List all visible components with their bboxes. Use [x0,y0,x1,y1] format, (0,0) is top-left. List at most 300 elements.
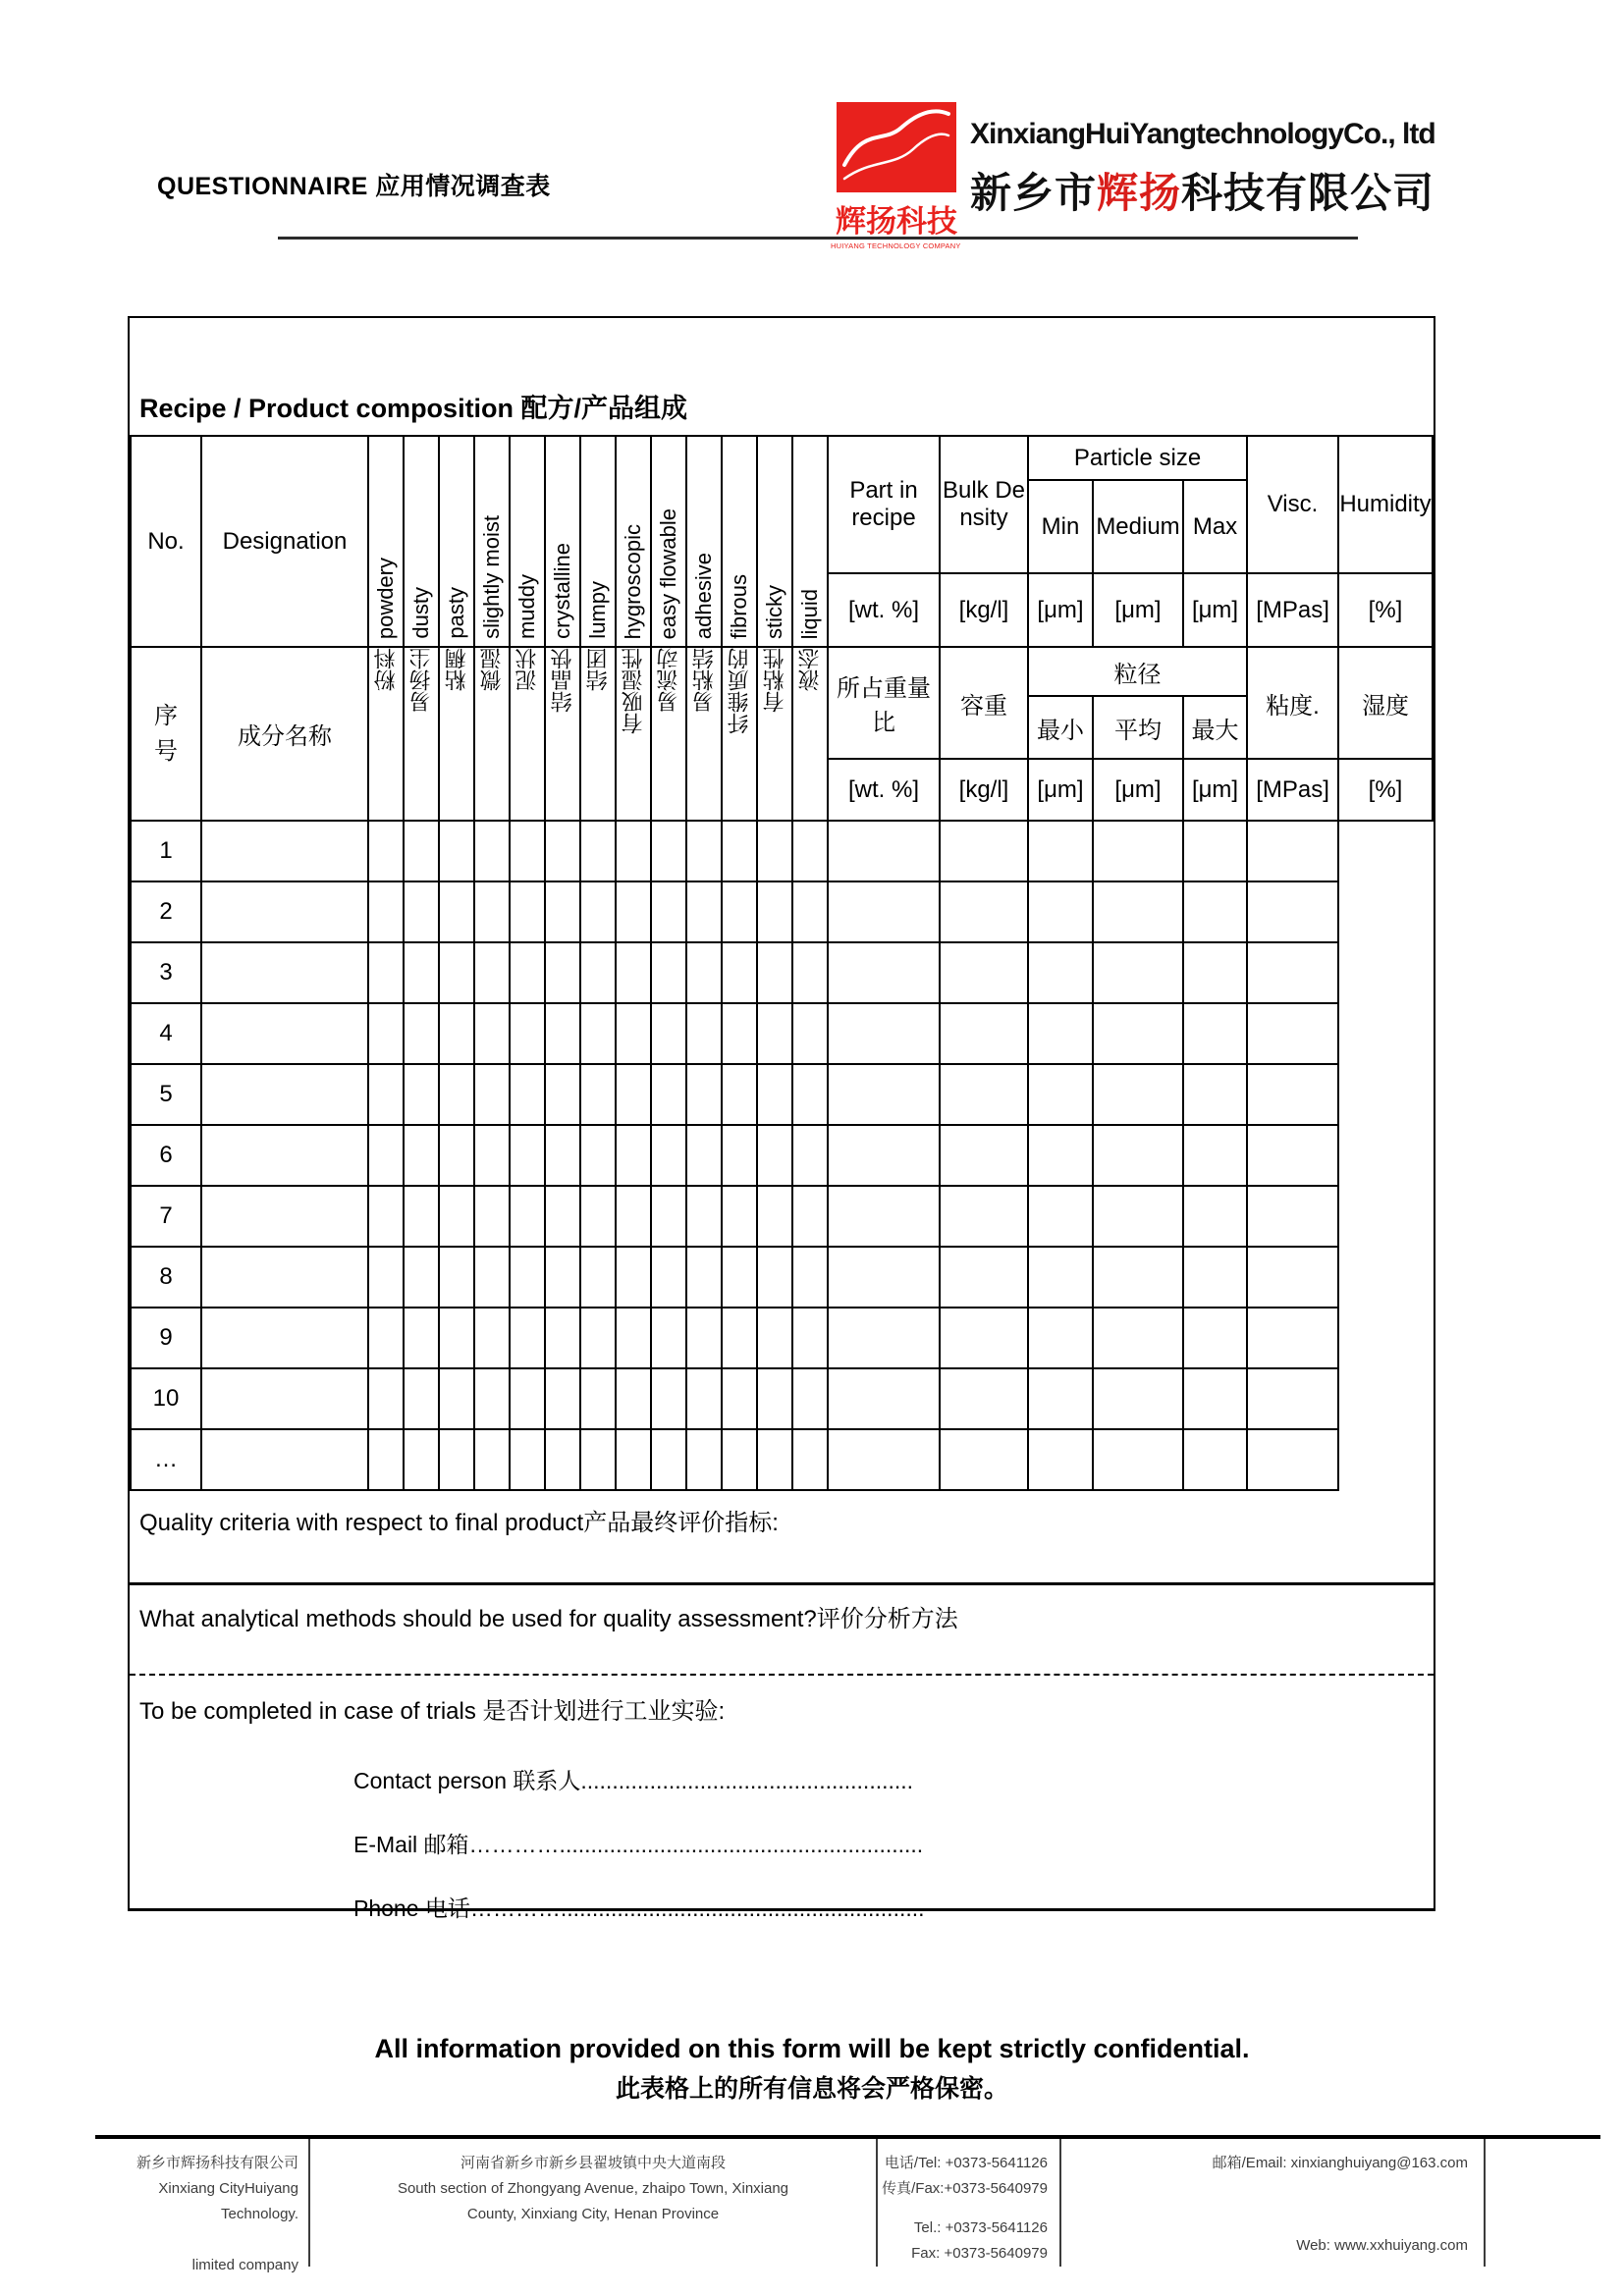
empty-cell [686,1186,722,1247]
col-header-crystalline-cn: 结晶快 [545,647,580,821]
empty-cell [510,1308,545,1368]
page-title: QUESTIONNAIRE 应用情况调查表 [157,173,551,200]
empty-cell [651,1368,686,1429]
empty-cell [201,942,368,1003]
empty-cell [792,1368,828,1429]
col-header-hygroscopic: hygroscopic [616,436,651,647]
empty-cell [757,942,792,1003]
col-header-powdery: powdery [368,436,404,647]
empty-cell [201,1429,368,1490]
empty-cell [510,1186,545,1247]
empty-cell [1093,942,1183,1003]
col-header-no: No. [131,436,201,647]
row-number-cell: 7 [131,1186,201,1247]
empty-cell [616,1186,651,1247]
col-header-lumpy: lumpy [580,436,616,647]
empty-cell [545,821,580,881]
col-header-easy-flowable: easy flowable [651,436,686,647]
table-body [131,821,1433,1490]
empty-cell [686,1003,722,1064]
col-header-particle-size-cn: 粒径 [1028,647,1247,696]
unit-pct: [%] [1338,573,1433,647]
empty-cell [201,1368,368,1429]
col-header-slightly-moist-cn: 微湿 [474,647,510,821]
header-divider [278,237,1358,240]
empty-cell [368,1064,404,1125]
table-row [131,942,1433,1003]
empty-cell [828,1368,940,1429]
empty-cell [368,1308,404,1368]
empty-cell [545,1247,580,1308]
empty-cell [1183,1125,1247,1186]
logo-waves-icon [837,102,956,192]
empty-cell [1093,1064,1183,1125]
empty-cell [757,1064,792,1125]
col-header-max: Max [1183,480,1247,573]
composition-table [130,435,1434,1491]
empty-cell [792,1186,828,1247]
empty-cell [580,821,616,881]
empty-cell [439,1125,474,1186]
empty-cell [940,881,1028,942]
col-header-particle-size: Particle size [1028,436,1247,480]
empty-cell [792,942,828,1003]
empty-cell [757,1308,792,1368]
company-name-cn-prefix: 新乡市 [970,170,1098,216]
empty-cell [722,1429,757,1490]
empty-cell [1183,1429,1247,1490]
empty-cell [616,1429,651,1490]
col-header-easy-flowable-cn: 易流动 [651,647,686,821]
empty-cell [828,1125,940,1186]
empty-cell [1183,942,1247,1003]
empty-cell [828,1186,940,1247]
empty-cell [1028,1186,1093,1247]
empty-cell [722,1125,757,1186]
col-header-hygroscopic-cn: 有吸湿性 [616,647,651,821]
empty-cell [1183,821,1247,881]
empty-cell [1028,1308,1093,1368]
row-number-cell: 6 [131,1125,201,1186]
unit-mpas-cn: [MPas] [1247,759,1338,821]
empty-cell [474,1003,510,1064]
col-header-sticky: sticky [757,436,792,647]
empty-cell [940,1247,1028,1308]
empty-cell [1183,1308,1247,1368]
col-header-designation: Designation [201,436,368,647]
empty-cell [580,1064,616,1125]
company-name-cn [970,161,1435,220]
col-header-pasty-cn: 粘稠 [439,647,474,821]
unit-um-min-cn: [μm] [1028,759,1093,821]
unit-wt-pct-cn: [wt. %] [828,759,940,821]
empty-cell [404,881,439,942]
empty-cell [722,1003,757,1064]
empty-cell [368,1186,404,1247]
empty-cell [404,1064,439,1125]
table-row [131,1003,1433,1064]
empty-cell [828,1247,940,1308]
empty-cell [940,1308,1028,1368]
empty-cell [757,1125,792,1186]
col-header-bulk-density: Bulk Density [940,436,1028,573]
empty-cell [404,1186,439,1247]
empty-cell [828,881,940,942]
empty-cell [1247,1186,1338,1247]
empty-cell [510,821,545,881]
empty-cell [651,881,686,942]
empty-cell [1093,821,1183,881]
col-header-medium: Medium [1093,480,1183,573]
footer-address-en2: County, Xinxiang City, Henan Province [466,2206,720,2222]
empty-cell [439,1247,474,1308]
empty-cell [510,1368,545,1429]
empty-cell [651,1308,686,1368]
empty-cell [474,881,510,942]
footer-tel-cn: 电话/Tel: +0373-5641126 [884,2155,1048,2171]
row-number-cell: 2 [131,881,201,942]
empty-cell [686,881,722,942]
footer-address-block [310,2139,878,2267]
empty-cell [1093,881,1183,942]
row-number-cell: 5 [131,1064,201,1125]
empty-cell [439,1308,474,1368]
empty-cell [439,1003,474,1064]
empty-cell [368,1429,404,1490]
empty-cell [1247,821,1338,881]
unit-pct-cn: [%] [1338,759,1433,821]
empty-cell [722,942,757,1003]
empty-cell [368,1125,404,1186]
footer-company-cn: 新乡市辉扬科技有限公司 [135,2155,298,2171]
footer-company-block [95,2139,310,2273]
empty-cell [686,1064,722,1125]
empty-cell [686,1125,722,1186]
company-logo [837,102,956,192]
empty-cell [474,1125,510,1186]
empty-cell [510,1064,545,1125]
confidentiality-notice-en: All information provided on this form will be kept strictly confidential. [374,2034,1250,2063]
col-header-powdery-cn: 粉料 [368,647,404,821]
empty-cell [792,1125,828,1186]
empty-cell [1247,1247,1338,1308]
recipe-section-title: Recipe / Product composition 配方/产品组成 [139,394,688,423]
empty-cell [616,942,651,1003]
empty-cell [1028,942,1093,1003]
confidentiality-notice-cn: 此表格上的所有信息将会严格保密。 [615,2075,1008,2103]
table-row [131,1064,1433,1125]
unit-wt-pct: [wt. %] [828,573,940,647]
empty-cell [439,1064,474,1125]
empty-cell [545,1308,580,1368]
empty-cell [368,1003,404,1064]
col-header-liquid: liquid [792,436,828,647]
empty-cell [545,1429,580,1490]
empty-cell [757,1186,792,1247]
quality-criteria-section: Quality criteria with respect to final product产品最终评价指标: [139,1510,779,1536]
empty-cell [722,821,757,881]
empty-cell [722,1247,757,1308]
footer-website: Web: www.xxhuiyang.com [1296,2237,1468,2254]
empty-cell [404,1308,439,1368]
empty-cell [1028,1064,1093,1125]
empty-cell [651,1186,686,1247]
empty-cell [510,1429,545,1490]
empty-cell [1093,1308,1183,1368]
empty-cell [1028,881,1093,942]
empty-cell [201,1125,368,1186]
empty-cell [792,1308,828,1368]
col-header-designation-cn: 成分名称 [201,647,368,821]
confidentiality-notice [0,2034,1624,2105]
empty-cell [828,1064,940,1125]
footer-email: 邮箱/Email: xinxianghuiyang@163.com [1212,2155,1468,2171]
empty-cell [439,821,474,881]
col-header-humidity-cn: 湿度 [1338,647,1433,759]
empty-cell [474,1247,510,1308]
empty-cell [510,881,545,942]
trials-section [130,1674,1434,1921]
unit-kg-l: [kg/l] [940,573,1028,647]
empty-cell [940,1429,1028,1490]
empty-cell [474,1308,510,1368]
col-header-adhesive-cn: 易粘结 [686,647,722,821]
empty-cell [828,1308,940,1368]
empty-cell [1028,1247,1093,1308]
company-name-cn-brand: 辉扬 [1097,170,1182,216]
col-header-liquid-cn: 液态 [792,647,828,821]
empty-cell [368,881,404,942]
empty-cell [828,1003,940,1064]
empty-cell [792,821,828,881]
empty-cell [757,821,792,881]
empty-cell [545,1368,580,1429]
row-number-cell: 1 [131,821,201,881]
empty-cell [1183,881,1247,942]
empty-cell [1093,1125,1183,1186]
empty-cell [201,1247,368,1308]
footer-address-cn: 河南省新乡市新乡县翟坡镇中央大道南段 [460,2155,726,2171]
empty-cell [1247,881,1338,942]
empty-cell [201,1064,368,1125]
empty-cell [686,1308,722,1368]
empty-cell [368,821,404,881]
footer-address-en1: South section of Zhongyang Avenue, zhaipo Town, Xinxiang [397,2180,789,2197]
empty-cell [545,1064,580,1125]
empty-cell [580,1186,616,1247]
empty-cell [722,1186,757,1247]
footer-spacer [1486,2139,1600,2267]
empty-cell [580,942,616,1003]
col-header-lumpy-cn: 结团 [580,647,616,821]
empty-cell [1183,1247,1247,1308]
footer-company-en: Xinxiang CityHuiyang Technology. [158,2180,298,2222]
empty-cell [580,1247,616,1308]
empty-cell [474,1429,510,1490]
row-number-cell: 4 [131,1003,201,1064]
logo-brand-subtext: HUIYANG TECHNOLOGY COMPANY [831,241,961,250]
empty-cell [1247,1368,1338,1429]
col-header-sticky-cn: 有粘性 [757,647,792,821]
table-row [131,821,1433,881]
empty-cell [1028,821,1093,881]
empty-cell [201,1186,368,1247]
recipe-form [128,316,1435,1921]
empty-cell [201,1003,368,1064]
col-header-visc-cn: 粘度. [1247,647,1338,759]
empty-cell [616,881,651,942]
empty-cell [686,1247,722,1308]
contact-person-line: Contact person 联系人..................................................... [353,1768,914,1793]
empty-cell [616,1125,651,1186]
empty-cell [580,1125,616,1186]
empty-cell [651,1247,686,1308]
empty-cell [474,1186,510,1247]
col-header-fibrous-cn: 纤维质的 [722,647,757,821]
empty-cell [201,881,368,942]
empty-cell [1247,1429,1338,1490]
empty-cell [404,1125,439,1186]
empty-cell [651,1064,686,1125]
empty-cell [1093,1186,1183,1247]
col-header-min: Min [1028,480,1093,573]
col-header-min-cn: 最小 [1028,696,1093,759]
empty-cell [792,1064,828,1125]
empty-cell [757,1429,792,1490]
empty-cell [404,1368,439,1429]
company-name-en: XinxiangHuiYangtechnologyCo., ltd [970,118,1435,150]
empty-cell [1183,1368,1247,1429]
empty-cell [1093,1247,1183,1308]
col-header-humidity: Humidity [1338,436,1433,573]
col-header-dusty-cn: 易扬尘 [404,647,439,821]
empty-cell [404,1429,439,1490]
col-header-part-in-recipe-cn: 所占重量比 [828,647,940,759]
empty-cell [1183,1003,1247,1064]
col-header-max-cn: 最大 [1183,696,1247,759]
empty-cell [580,1003,616,1064]
trials-heading: To be completed in case of trials 是否计划进行工业实验: [139,1698,726,1725]
empty-cell [1247,1125,1338,1186]
analytical-methods-section: What analytical methods should be used for quality assessment?评价分析方法 [130,1582,1434,1674]
footer-company-suffix: limited company [191,2257,298,2273]
page-footer [95,2135,1600,2273]
empty-cell [651,942,686,1003]
table-row [131,1308,1433,1368]
row-number-cell: 8 [131,1247,201,1308]
col-header-slightly-moist: slightly moist [474,436,510,647]
empty-cell [940,1064,1028,1125]
empty-cell [545,942,580,1003]
col-header-fibrous: fibrous [722,436,757,647]
empty-cell [510,1247,545,1308]
table-row [131,1368,1433,1429]
empty-cell [792,1247,828,1308]
unit-um-max-cn: [μm] [1183,759,1247,821]
empty-cell [828,942,940,1003]
empty-cell [616,1308,651,1368]
row-number-cell: 3 [131,942,201,1003]
empty-cell [1247,1064,1338,1125]
empty-cell [439,942,474,1003]
empty-cell [580,1308,616,1368]
empty-cell [545,1186,580,1247]
row-number-cell: 9 [131,1308,201,1368]
col-header-visc: Visc. [1247,436,1338,573]
empty-cell [757,1003,792,1064]
col-header-bulk-density-cn: 容重 [940,647,1028,759]
col-header-adhesive: adhesive [686,436,722,647]
table-row [131,881,1433,942]
unit-kg-l-cn: [kg/l] [940,759,1028,821]
empty-cell [1093,1368,1183,1429]
table-row [131,1429,1433,1490]
empty-cell [439,1186,474,1247]
table-row [131,1247,1433,1308]
empty-cell [722,1064,757,1125]
empty-cell [616,821,651,881]
empty-cell [1028,1429,1093,1490]
empty-cell [828,821,940,881]
unit-um-medium: [μm] [1093,573,1183,647]
unit-um-max: [μm] [1183,573,1247,647]
empty-cell [722,1368,757,1429]
company-name-cn-suffix: 科技有限公司 [1181,170,1435,216]
col-header-medium-cn: 平均 [1093,696,1183,759]
empty-cell [545,1125,580,1186]
empty-cell [757,1247,792,1308]
empty-cell [686,942,722,1003]
empty-cell [1247,1308,1338,1368]
empty-cell [616,1368,651,1429]
empty-cell [651,1429,686,1490]
empty-cell [1093,1429,1183,1490]
empty-cell [368,1247,404,1308]
empty-cell [510,1125,545,1186]
empty-cell [792,881,828,942]
col-header-part-in-recipe: Part in recipe [828,436,940,573]
empty-cell [940,1186,1028,1247]
empty-cell [368,1368,404,1429]
footer-fax-cn: 传真/Fax:+0373-5640979 [882,2180,1048,2197]
empty-cell [474,821,510,881]
col-header-muddy-cn: 泥状 [510,647,545,821]
empty-cell [686,1429,722,1490]
empty-cell [722,1308,757,1368]
empty-cell [616,1003,651,1064]
row-number-cell: 10 [131,1368,201,1429]
footer-phone-block [878,2139,1061,2267]
empty-cell [545,881,580,942]
footer-email-block [1061,2139,1486,2267]
empty-cell [580,1368,616,1429]
footer-fax-en: Fax: +0373-5640979 [911,2245,1048,2262]
empty-cell [201,1308,368,1368]
empty-cell [201,821,368,881]
empty-cell [439,881,474,942]
col-header-crystalline: crystalline [545,436,580,647]
table-row [131,1186,1433,1247]
empty-cell [1028,1003,1093,1064]
empty-cell [545,1003,580,1064]
phone-line: Phone 电话………….......................................................... [353,1896,925,1921]
empty-cell [474,1368,510,1429]
empty-cell [580,881,616,942]
logo-brand-text: 辉扬科技 [836,204,957,239]
empty-cell [404,1247,439,1308]
empty-cell [439,1429,474,1490]
empty-cell [940,942,1028,1003]
